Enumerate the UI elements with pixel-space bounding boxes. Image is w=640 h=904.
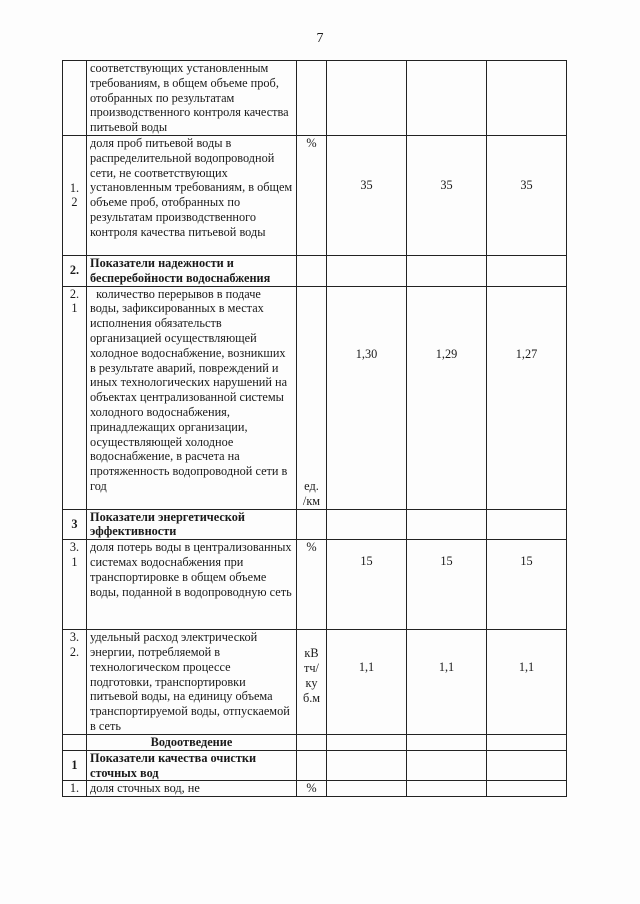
row-unit [297,509,327,540]
value-cell-3 [487,781,567,797]
row-unit: % [297,135,327,255]
value-cell-2 [407,509,487,540]
row-unit: % [297,781,327,797]
row-text: доля проб питьевой воды в распределительной водопроводной сети, не соответствующих установленным требованиям, в общем объеме проб, отобранных по результатам производственного контроля качества питьевой воды [87,135,297,255]
table-row [63,750,567,781]
table-row [63,286,567,509]
row-unit [297,734,327,750]
value-cell-3 [487,509,567,540]
value-cell-2: 15 [407,540,487,630]
section-heading: Показатели энергетической эффективности [87,509,297,540]
value-cell-2 [407,734,487,750]
value-cell-3: 35 [487,135,567,255]
value-cell-3: 1,1 [487,630,567,735]
value-cell-3 [487,61,567,136]
table-row [63,135,567,255]
table-row [63,781,567,797]
row-number: 3. 2. [69,630,80,659]
value-cell-1: 35 [327,135,407,255]
indicators-table [62,60,567,797]
value-cell-1: 1,30 [327,286,407,509]
value-cell-2 [407,781,487,797]
value-cell-1 [327,61,407,136]
row-text: соответствующих установленным требованиям, в общем объеме проб, отобранных по результатам производственного контроля качества питьевой воды [87,61,297,136]
row-unit: % [297,540,327,630]
value-cell-2: 1,29 [407,286,487,509]
row-number: 1 [63,750,87,781]
row-unit: кВ тч/ ку б.м [302,646,321,705]
section-heading: Показатели надежности и бесперебойности водоснабжения [87,255,297,286]
table-row [63,255,567,286]
value-cell-1 [327,750,407,781]
page-number: 7 [316,31,324,46]
value-cell-2: 1,1 [407,630,487,735]
row-text: удельный расход электрической энергии, потребляемой в технологическом процессе подготовки, транспортировки питьевой воды, на единицу объема транспортируемой воды, отпускаемой в сеть [87,630,297,735]
value-cell-2 [407,255,487,286]
row-number: 3 [63,509,87,540]
row-number [63,61,87,136]
table-row [63,509,567,540]
row-unit [297,750,327,781]
row-text: количество перерывов в подаче воды, зафиксированных в местах исполнения обязательств организацией осуществляющей холодное водоснабжение, возникших в результате аварий, повреждений и иных технологических нарушений на объектах централизованной системы холодного водоснабжения, принадлежащих организации, осуществляющей холодное водоснабжение, в расчета на протяженность водопроводной сети в год [87,286,297,509]
section-heading: Показатели качества очистки сточных вод [87,750,297,781]
row-number: 1. 2 [69,180,80,210]
row-text: доля потерь воды в централизованных системах водоснабжения при транспортировке в общем объеме воды, поданной в водопроводную сеть [87,540,297,630]
value-cell-2 [407,61,487,136]
row-number: 2. 1 [69,286,80,316]
section-heading: Водоотведение [87,734,297,750]
value-cell-2 [407,750,487,781]
table-row [63,61,567,136]
value-cell-1 [327,781,407,797]
row-unit: ед. /км [302,478,321,508]
table-row [63,540,567,630]
row-text: доля сточных вод, не [87,781,297,797]
value-cell-3 [487,255,567,286]
value-cell-1 [327,255,407,286]
value-cell-3: 15 [487,540,567,630]
row-unit [297,61,327,136]
value-cell-1: 1,1 [327,630,407,735]
row-unit [297,255,327,286]
value-cell-3 [487,750,567,781]
value-cell-2: 35 [407,135,487,255]
table-row [63,734,567,750]
row-number: 3. 1 [69,540,80,569]
value-cell-3: 1,27 [487,286,567,509]
table-row [63,630,567,735]
row-number: 2. [63,255,87,286]
row-number: 1. [63,781,87,797]
value-cell-1 [327,509,407,540]
value-cell-3 [487,734,567,750]
value-cell-1: 15 [327,540,407,630]
value-cell-1 [327,734,407,750]
row-number [63,734,87,750]
